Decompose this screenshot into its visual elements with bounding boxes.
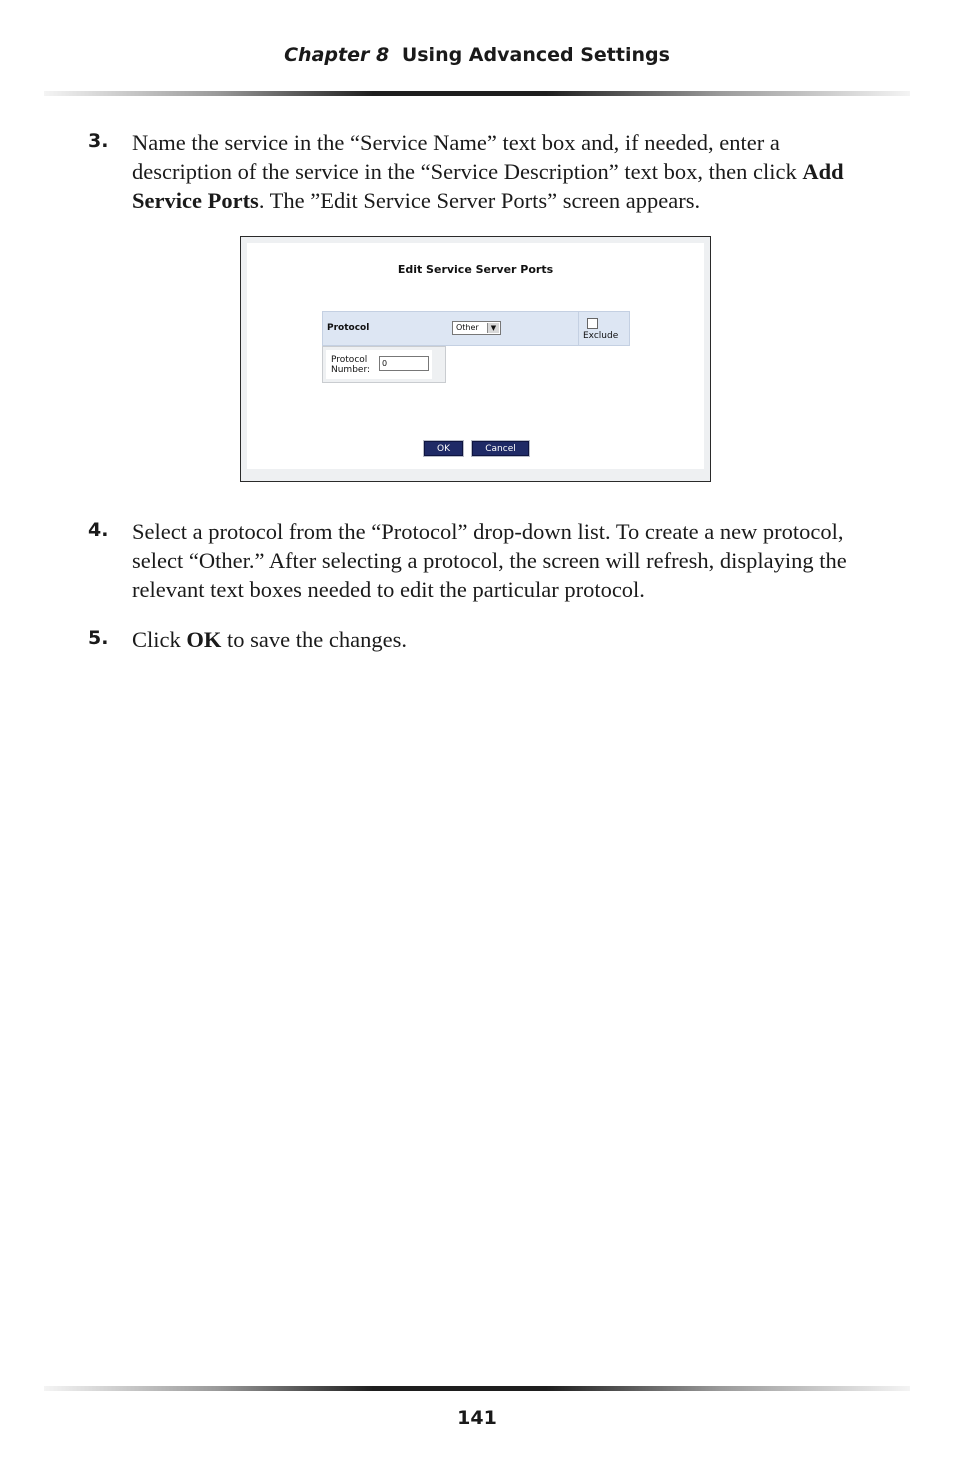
edit-service-ports-screenshot bbox=[240, 236, 711, 482]
step-text bbox=[132, 517, 872, 604]
protocol-number-cell bbox=[326, 350, 432, 379]
ok-button[interactable]: OK bbox=[424, 441, 463, 456]
protocol-number-label: Protocol Number: bbox=[331, 355, 371, 375]
protocol-row bbox=[322, 311, 630, 346]
exclude-label: Exclude bbox=[583, 331, 619, 341]
page-header bbox=[0, 44, 954, 66]
header-divider bbox=[44, 91, 910, 96]
step-text bbox=[132, 128, 872, 215]
step-text-segment: Name the service in the “Service Name” text box and, if needed, enter a description of the service in the “Service Description” text box, then click bbox=[132, 130, 803, 184]
step-number: 5. bbox=[88, 627, 109, 649]
step-text-bold: Add Service Ports bbox=[132, 159, 844, 213]
page-number: 141 bbox=[457, 1407, 497, 1429]
step-number: 3. bbox=[88, 130, 109, 152]
protocol-number-row bbox=[322, 346, 446, 383]
step-text-segment: Select a protocol from the “Protocol” drop-down list. To create a new protocol, select “Other.” After selecting a protocol, the screen will refresh, displaying the relevant text boxes needed to edit the particular protocol. bbox=[132, 519, 847, 602]
screenshot-panel bbox=[247, 243, 704, 469]
chapter-number: Chapter 8 bbox=[284, 44, 390, 66]
protocol-label: Protocol bbox=[327, 323, 370, 333]
step-text-bold: OK bbox=[186, 627, 222, 652]
screenshot-title: Edit Service Server Ports bbox=[397, 263, 554, 276]
protocol-number-input[interactable]: 0 bbox=[379, 356, 429, 371]
chevron-down-icon[interactable]: ▼ bbox=[487, 323, 499, 333]
protocol-select[interactable] bbox=[452, 321, 501, 335]
chapter-title: Using Advanced Settings bbox=[401, 44, 670, 66]
exclude-checkbox[interactable] bbox=[587, 318, 598, 329]
step-number: 4. bbox=[88, 519, 109, 541]
step-text bbox=[132, 625, 872, 654]
protocol-select-value: Other bbox=[456, 323, 479, 332]
step-text-segment: Click bbox=[132, 627, 187, 652]
footer-divider bbox=[44, 1386, 910, 1391]
step-text-segment: . The ”Edit Service Server Ports” screen appears. bbox=[258, 188, 701, 213]
step-text-segment: to save the changes. bbox=[221, 627, 407, 652]
exclude-cell bbox=[578, 312, 631, 345]
cancel-button[interactable]: Cancel bbox=[472, 441, 529, 456]
